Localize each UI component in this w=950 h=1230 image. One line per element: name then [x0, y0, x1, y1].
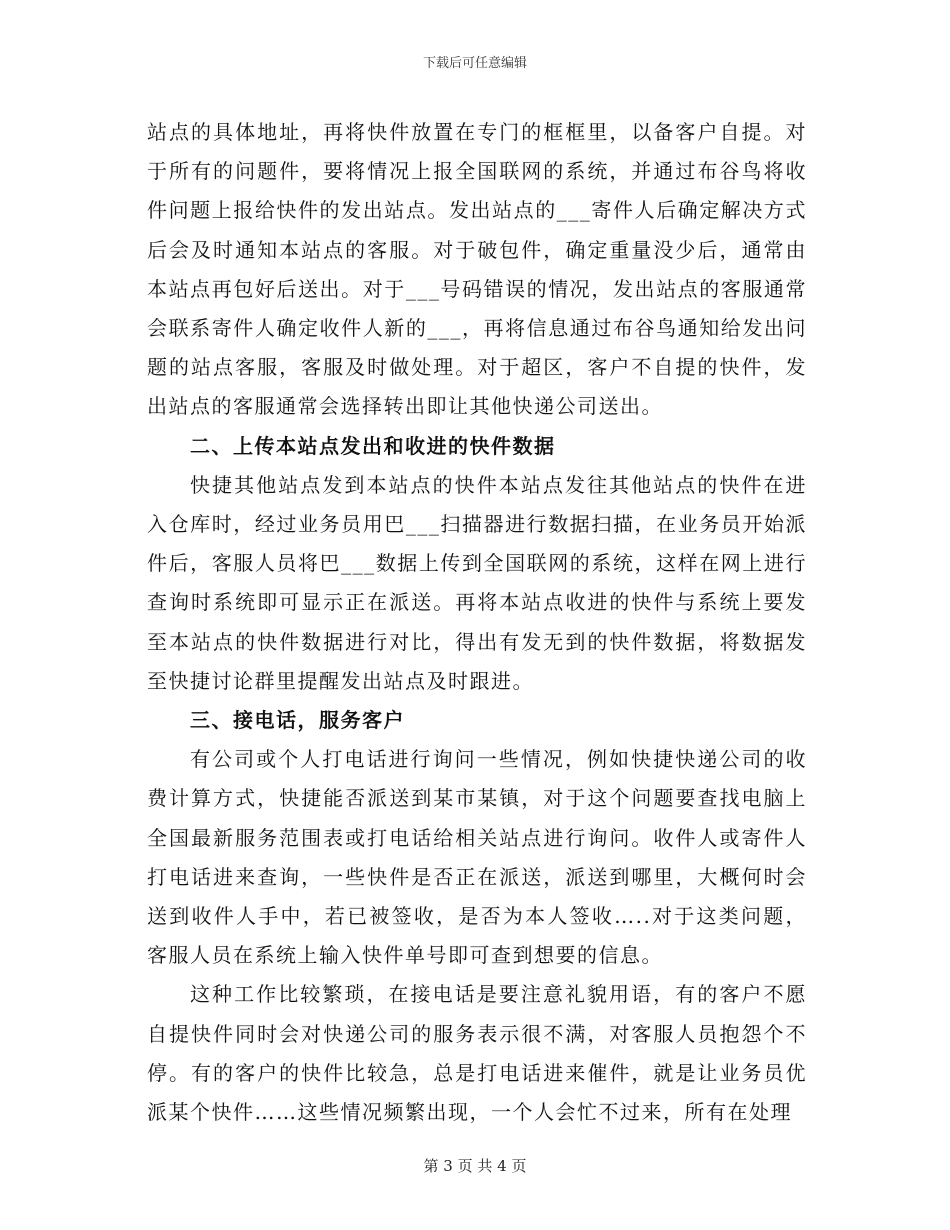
page-number: 第 3 页 共 4 页 [423, 1157, 527, 1175]
section-heading-3: 三、接电话，服务客户 [190, 708, 405, 733]
section-heading-2: 二、上传本站点发出和收进的快件数据 [190, 433, 556, 458]
paragraph-4: 这种工作比较繁琐，在接电话是要注意礼貌用语，有的客户不愿自提快件同时会对快递公司的服务表示很不满，对客服人员抱怨个不停。有的客户的快件比较急，总是打电话进来催件，就是让业务员优派某个快件……这些情况频繁出现，一个人会忙不过来，所有在处理 [147, 982, 807, 1125]
paragraph-2: 快捷其他站点发到本站点的快件本站点发往其他站点的快件在进入仓库时，经过业务员用巴___扫描器进行数据扫描，在业务员开始派件后，客服人员将巴___数据上传到全国联网的系统，这样在网上进行查询时系统即可显示正在派送。再将本站点收进的快件与系统上要发至本站点的快件数据进行对比，得出有发无到的快件数据，将数据发至快捷讨论群里提醒发出站点及时跟进。 [147, 472, 807, 693]
header-note: 下载后可任意编辑 [422, 56, 527, 71]
paragraph-3: 有公司或个人打电话进行询问一些情况，例如快捷快递公司的收费计算方式，快捷能否派送到某市某镇，对于这个问题要查找电脑上全国最新服务范围表或打电话给相关站点进行询问。收件人或寄件人打电话进来查询，一些快件是否正在派送，派送到哪里，大概何时会送到收件人手中，若已被签收，是否为本人签收…..对于这类问题，客服人员在系统上输入快件单号即可查到想要的信息。 [147, 747, 807, 968]
paragraph-1: 站点的具体地址，再将快件放置在专门的框框里，以备客户自提。对于所有的问题件，要将情况上报全国联网的系统，并通过布谷鸟将收件问题上报给快件的发出站点。发出站点的___寄件人后确定解决方式后会及时通知本站点的客服。对于破包件，确定重量没少后，通常由本站点再包好后送出。对于___号码错误的情况，发出站点的客服通常会联系寄件人确定收件人新的___，再将信息通过布谷鸟通知给发出问题的站点客服，客服及时做处理。对于超区，客户不自提的快件，发出站点的客服通常会选择转出即让其他快递公司送出。 [147, 120, 807, 419]
document-body [147, 113, 807, 1132]
